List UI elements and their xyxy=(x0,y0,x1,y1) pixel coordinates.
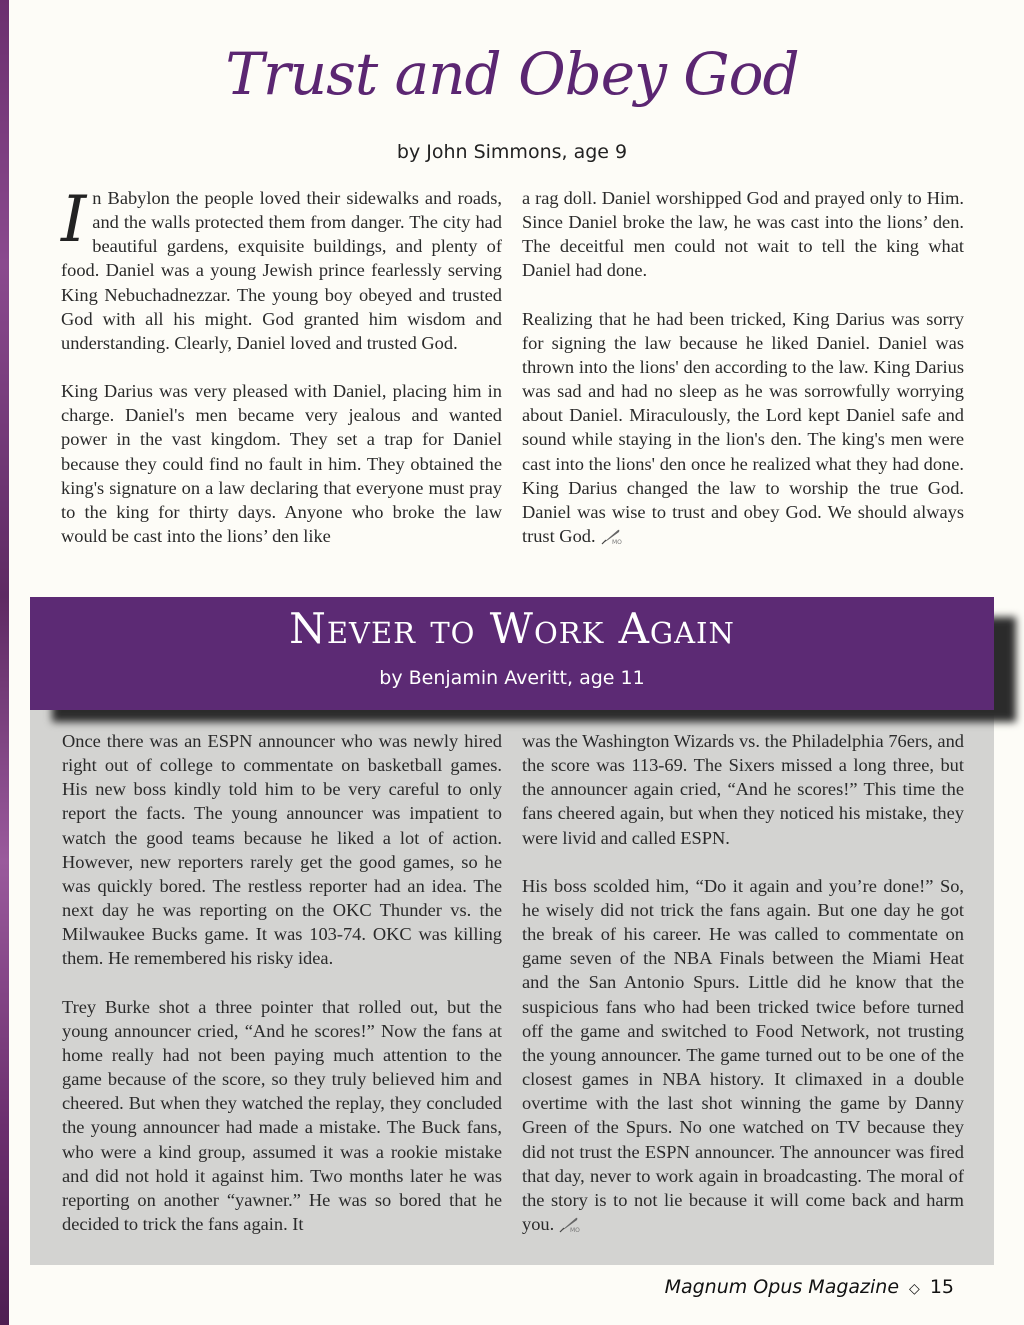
drop-cap: I xyxy=(61,183,87,257)
separator-icon: ◇ xyxy=(909,1281,920,1297)
story2-column-2 xyxy=(522,729,964,1236)
story1-paragraph-2: King Darius was very pleased with Daniel, placing him in charge. Daniel's men became very jealous and wanted power in the vast kingdom. They set a trap for Daniel because they could find no fault in him. They obtained the king's signature on a law declaring that everyone must pray to the king for thirty days. Anyone who broke the law would be cast into the lions’ den like xyxy=(61,381,502,547)
page-edge-decoration xyxy=(0,0,9,1325)
quill-icon xyxy=(600,527,622,545)
svg-text:MO: MO xyxy=(611,539,622,546)
story1-paragraph-1: In Babylon the people loved their sidewalks and roads, and the walls protected them from danger. The city had beautiful gardens, exquisite buildings, and plenty of food. Daniel was a young Jewish prince fearlessly serving King Nebuchadnezzar. The young boy obeyed and trusted God with all his might. God granted him wisdom and understanding. Clearly, Daniel loved and trusted God. xyxy=(61,183,502,353)
story2-title: Never to Work Again xyxy=(289,604,735,653)
story1-paragraph-3: a rag doll. Daniel worshipped God and prayed only to Him. Since Daniel broke the law, he was cast into the lions’ den. The deceitful men could not wait to tell the king what Daniel had done. xyxy=(522,188,964,281)
story1-column-2 xyxy=(522,186,964,548)
quill-icon xyxy=(558,1215,580,1233)
story2-column-1 xyxy=(62,729,502,1236)
story1-paragraph-4: Realizing that he had been tricked, King Darius was sorry for signing the law because he liked Daniel. Daniel was thrown into the lions' den according to the law. King Darius was sad and had no sleep as he was sorrowfully worrying about Daniel. Miraculously, the Lord kept Daniel safe and sound while staying in the lion's den. The king's men were cast into the lions' den once he realized what they had done. King Darius changed the law to worship the true God. Daniel was wise to trust and obey God. We should always trust God. MO xyxy=(522,308,964,547)
story2-paragraph-4: His boss scolded him, “Do it again and you’re done!” So, he wisely did not trick the fans again. But one day he got the break of his career. He was called to commentate on game seven of the NBA Finals between the Miami Heat and the San Antonio Spurs. Little did he know that the suspicious fans who had been tricked twice before turned off the game and switched to Food Network, not trusting the young announcer. The game turned out to be one of the closest games in NBA history. It climaxed in a double overtime with the last shot winning the game by Danny Green of the Spurs. No one watched on TV because they did not trust the ESPN announcer. The announcer was fired that day, never to work again in broadcasting. The moral of the story is to not lie because it will come back and harm you. MO xyxy=(522,875,964,1234)
story2-paragraph-2: Trey Burke shot a three pointer that rolled out, but the young announcer cried, “And he scores!” Now the fans at home really had not been paying much attention to the game because of the score, so they truly believed him and cheered. But when they watched the replay, they concluded the young announcer had made a mistake. The Buck fans, who were a kind group, assumed it was a rookie mistake and did not hold it against him. Two months later he was reporting on another “yawner.” He was so bored that he decided to trick the fans again. It xyxy=(62,996,502,1234)
story1-title: Trust and Obey God xyxy=(225,40,799,108)
story1-column-1 xyxy=(61,183,502,548)
magazine-name: Magnum Opus Magazine xyxy=(664,1276,900,1298)
page-footer xyxy=(665,1276,954,1298)
page-number: 15 xyxy=(929,1276,954,1298)
story2-paragraph-3: was the Washington Wizards vs. the Philadelphia 76ers, and the score was 113-69. The Sixers missed a long three, but the announcer again cried, “And he scores!” This time the fans cheered again, but when they noticed his mistake, they were livid and called ESPN. xyxy=(522,731,964,848)
story2-paragraph-1: Once there was an ESPN announcer who was newly hired right out of college to commentate on basketball games. His new boss kindly told him to be very careful to only report the facts. The young announcer was impatient to watch the good teams because he liked a lot of action. However, new reporters rarely get the good games, so he was quickly bored. The restless reporter had an idea. The next day he was reporting on the OKC Thunder vs. the Milwaukee Bucks game. It was 103-74. OKC was killing them. He remembered his risky idea. xyxy=(62,731,502,969)
story2-byline: by Benjamin Averitt, age 11 xyxy=(379,667,645,689)
story1-byline: by John Simmons, age 9 xyxy=(396,141,628,163)
svg-text:MO: MO xyxy=(570,1226,581,1233)
